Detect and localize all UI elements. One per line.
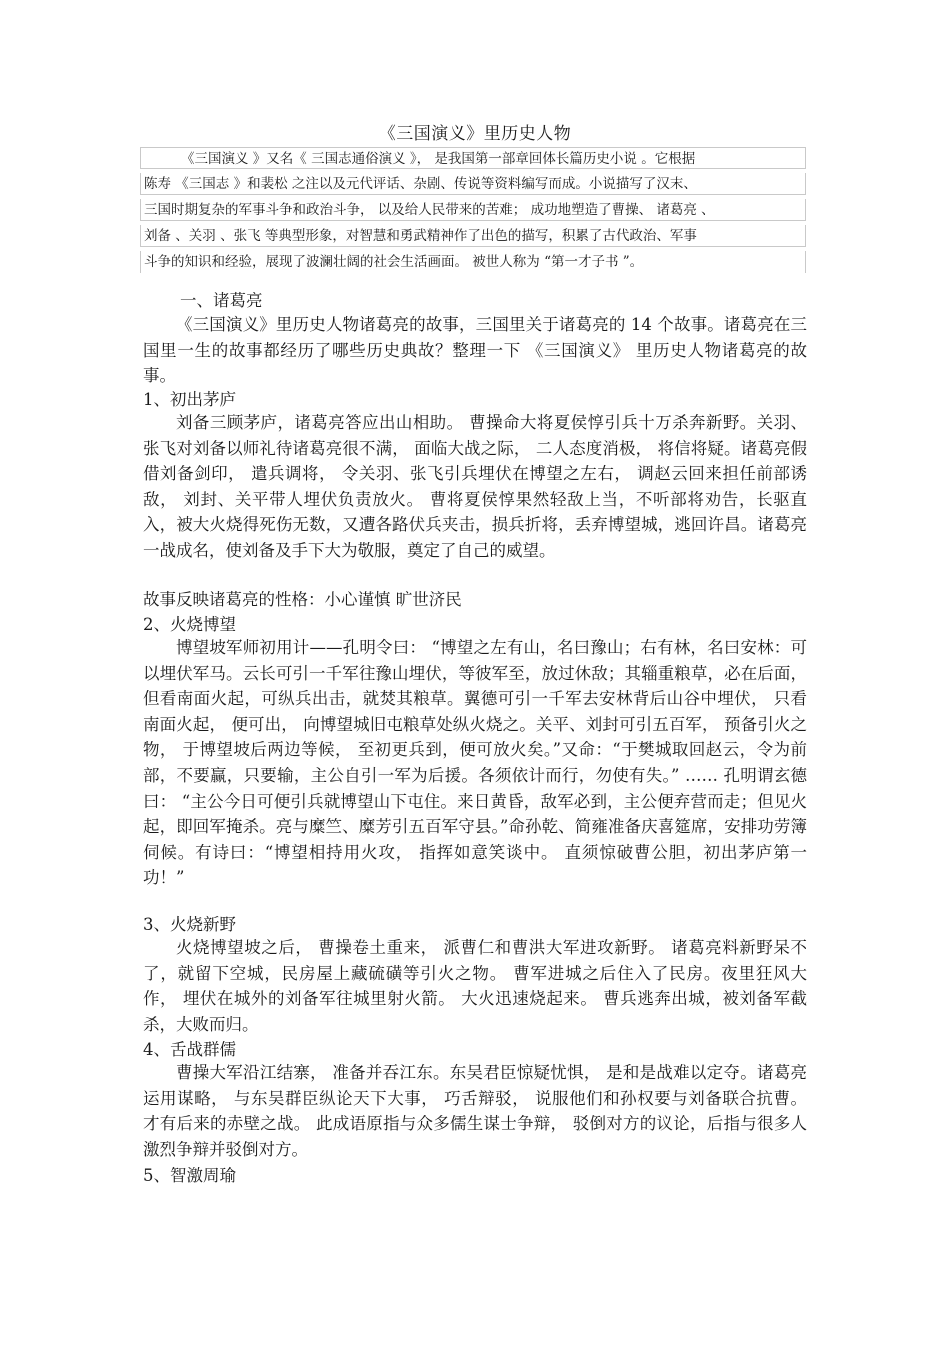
section-heading: 一、诸葛亮 [180, 291, 263, 310]
intro-line: 《三国演义 》又名《 三国志通俗演义 》， 是我国第一部章回体长篇历史小说 。它根据 [140, 147, 806, 169]
intro-line: 刘备 、关羽 、张飞 等典型形象，对智慧和勇武精神作了出色的描写，积累了古代政治、军事 [140, 225, 806, 247]
section-paragraph: 《三国演义》里历史人物诸葛亮的故事，三国里关于诸葛亮的 14 个故事。诸葛亮在三国里一生的故事都经历了哪些历史典故？整理一下 《三国演义》 里历史人物诸葛亮的故事。 [143, 315, 807, 386]
story-paragraph: 刘备三顾茅庐，诸葛亮答应出山相助。 曹操命大将夏侯惇引兵十万杀奔新野。关羽、张飞对刘备以师礼待诸葛亮很不满， 面临大战之际， 二人态度消极， 将信将疑。诸葛亮假借刘备剑印， 遣兵调将， 令关羽、张飞引兵埋伏在博望之左右， 调赵云回来担任前部诱敌， 刘封、关平带人埋伏负责放火。 曹将夏侯惇果然轻敌上当，不听部将劝告，长驱直入，被大火烧得死伤无数，又遭各路伏兵夹击，损兵折将，丢弃博望城，逃回许昌。诸葛亮一战成名，使刘备及手下大为敬服，奠定了自己的威望。 [143, 413, 807, 560]
story-paragraph: 火烧博望坡之后， 曹操卷土重来， 派曹仁和曹洪大军进攻新野。 诸葛亮料新野呆不了，就留下空城，民房屋上藏硫磺等引火之物。 曹军进城之后住入了民房。夜里狂风大作， 埋伏在城外的刘备军往城里射火箭。 大火迅速烧起来。 曹兵逃奔出城，被刘备军截杀，大败而归。 [143, 938, 807, 1034]
story-heading: 5、智激周瑜 [143, 1166, 236, 1185]
story-paragraph: 博望坡军师初用计——孔明令曰： “博望之左有山，名曰豫山；右有林，名曰安林：可以埋伏军马。云长可引一千军往豫山埋伏，等彼军至，放过休敌；其辎重粮草，必在后面，但看南面火起，可纵兵出击，就焚其粮草。翼德可引一千军去安林背后山谷中埋伏， 只看南面火起， 便可出， 向博望城旧屯粮草处纵火烧之。关平、刘封可引五百军， 预备引火之物， 于博望坡后两边等候， 至初更兵到，便可放火矣。”又命：“于樊城取回赵云，令为前部，不要赢，只要输，主公自引一军为后援。各须依计而行，勿使有失。” …… 孔明谓玄德曰： “主公今日可便引兵就博望山下屯住。来日黄昏，敌军必到，主公便弃营而走；但见火起，即回军掩杀。亮与糜竺、糜芳引五百军守县。”命孙乾、简雍准备庆喜筵席，安排功劳簿伺候。有诗曰：“博望相持用火攻， 指挥如意笑谈中。 直须惊破曹公胆，初出茅庐第一功！” [143, 638, 807, 888]
story-paragraph: 曹操大军沿江结寨， 准备并吞江东。东吴君臣惊疑忧惧， 是和是战难以定夺。诸葛亮运用谋略， 与东吴群臣纵论天下大事， 巧舌辩驳， 说服他们和孙权要与刘备联合抗曹。 才有后来的赤壁之战。 此成语原指与众多儒生谋士争辩， 驳倒对方的议论，后指与很多人激烈争辩并驳倒对方。 [143, 1063, 807, 1159]
story-heading: 4、舌战群儒 [143, 1040, 236, 1059]
intro-line: 斗争的知识和经验，展现了波澜壮阔的社会生活画面。 被世人称为 “第一才子书 ”。 [140, 251, 806, 273]
story-heading: 3、火烧新野 [143, 915, 236, 934]
story-heading: 2、火烧博望 [143, 615, 236, 634]
story-note: 故事反映诸葛亮的性格：小心谨慎 旷世济民 [143, 590, 462, 609]
intro-line: 三国时期复杂的军事斗争和政治斗争， 以及给人民带来的苦难； 成功地塑造了曹操、 诸葛亮 、 [140, 199, 806, 221]
document-title: 《三国演义》里历史人物 [378, 124, 572, 144]
story-heading: 1、初出茅庐 [143, 390, 236, 409]
intro-line: 陈寿 《三国志 》和裴松 之注以及元代评话、杂剧、传说等资料编写而成。小说描写了汉末、 [140, 173, 806, 195]
